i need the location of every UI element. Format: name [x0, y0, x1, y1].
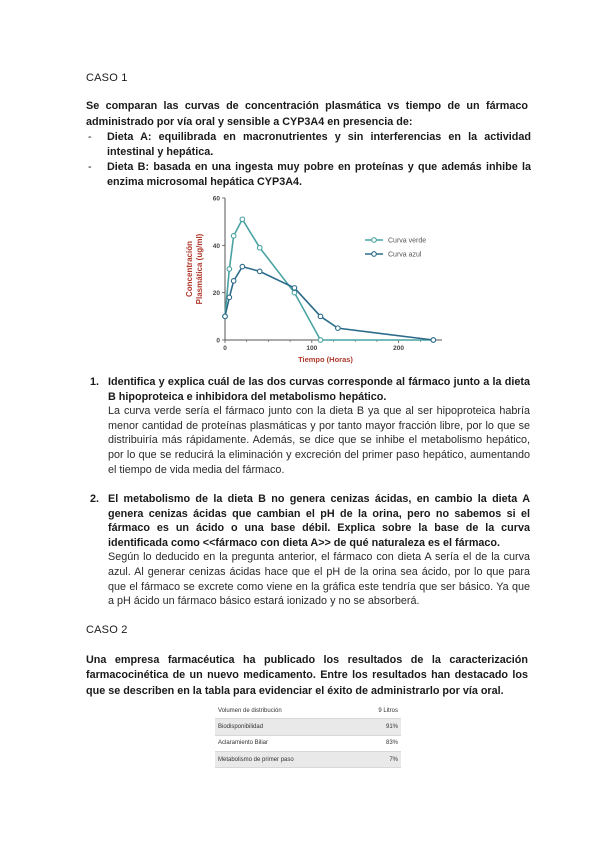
data-point-green [240, 217, 245, 222]
data-point-green [227, 267, 232, 272]
table-row [215, 719, 401, 735]
table-value: 91% [355, 719, 401, 735]
x-tick-label: 0 [223, 345, 227, 352]
chart-legend [365, 238, 426, 259]
data-point-blue [431, 338, 436, 343]
diet-a-text [107, 130, 531, 159]
pk-results-table [215, 703, 401, 768]
data-point-blue [223, 314, 228, 319]
y-tick-label: 60 [212, 195, 220, 203]
legend-marker-green [372, 238, 377, 243]
y-tick-label: 0 [216, 337, 220, 345]
question-2-body [108, 492, 530, 609]
data-point-blue [257, 269, 262, 274]
chart-ylabel [185, 233, 204, 304]
data-point-blue [231, 279, 236, 284]
chart-series [223, 217, 436, 342]
table-row [215, 751, 401, 767]
table-param: Biodisponibilidad [215, 719, 355, 735]
y-tick-label: 20 [212, 290, 220, 298]
y-tick-label: 40 [212, 242, 220, 250]
series-line-blue [225, 267, 433, 340]
case2-title: CASO 2 [86, 624, 128, 636]
data-point-green [257, 245, 262, 250]
table-row [215, 703, 401, 719]
x-tick-label: 100 [306, 345, 318, 352]
diet-a-description: equilibrada en macronutrientes y sin interferencias en la actividad intestinal y hepática. [107, 131, 532, 158]
table-value: 9 Litros [355, 703, 401, 719]
data-point-green [231, 234, 236, 239]
data-point-green [292, 290, 297, 295]
diet-bullet: - [88, 161, 92, 173]
table-value: 7% [355, 751, 401, 767]
diet-b-text [107, 160, 531, 189]
data-point-blue [227, 295, 232, 300]
legend-marker-blue [372, 252, 377, 257]
question-2-number: 2. [90, 493, 100, 505]
answer-1-text: La curva verde sería el fármaco junto con la dieta B ya que al ser hipoproteica habría menor cantidad de proteínas plasmáticas y por tanto mayor fracción libre, por lo que se distribuiría más rápidamente. Además, se dice que se inhibe el metabolismo hepático, por lo que se reducirá la eliminación y excreción del primer paso hepático, aumentando el tiempo de vida media del fármaco. [108, 405, 530, 476]
diet-b-label: Dieta B: [107, 161, 150, 173]
table-param: Aclaramiento Biliar [215, 735, 355, 751]
question-1-body [108, 375, 530, 477]
data-point-green [318, 338, 323, 343]
legend-label-blue: Curva azul [388, 251, 422, 259]
chart-ylabel-line: Plasmática (ug/ml) [195, 233, 204, 305]
concentration-chart [170, 190, 460, 365]
diet-a-label: Dieta A: [107, 131, 152, 143]
chart-xlabel: Tiempo (Horas) [298, 355, 353, 364]
table-row [215, 735, 401, 751]
diet-b-description: basada en una ingesta muy pobre en proteínas y que además inhibe la enzima microsomal hepática CYP3A4. [107, 161, 532, 188]
data-point-blue [318, 314, 323, 319]
question-1-number: 1. [90, 376, 100, 388]
legend-label-green: Curva verde [388, 237, 427, 245]
table-value: 83% [355, 735, 401, 751]
data-point-blue [292, 286, 297, 291]
x-tick-label: 200 [393, 345, 405, 352]
question-1-text: Identifica y explica cuál de las dos curvas corresponde al fármaco junto a la dieta B hipoproteica e inhibidora del metabolismo hepático. [108, 376, 530, 403]
data-point-blue [240, 264, 245, 269]
chart-axes [213, 196, 442, 353]
table-param: Metabolismo de primer paso [215, 751, 355, 767]
question-2-text: El metabolismo de la dieta B no genera cenizas ácidas, en cambio la dieta A genera cenizas ácidas que cambian el pH de la orina, pero no sabemos si el fármaco es un ácido o una base débil. Explica sobre la base de la curva identificada como <<fármaco con dieta A>> de qué naturaleza es el fármaco. [108, 493, 530, 549]
answer-2-text: Según lo deducido en la pregunta anterior, el fármaco con dieta A sería el de la curva azul. Al generar cenizas ácidas hace que el pH de la orina sea ácido, por lo que para que el fármaco se excrete como viene en la gráfica este tendría que ser básico. Ya que a pH ácido un fármaco básico estará ionizado y no se absorberá. [108, 551, 530, 608]
case1-title: CASO 1 [86, 72, 128, 84]
table-param: Volumen de distribución [215, 703, 355, 719]
case1-intro: Se comparan las curvas de concentración plasmática vs tiempo de un fármaco administrado por vía oral y sensible a CYP3A4 en presencia de: [86, 100, 528, 128]
chart-ylabel-line: Concentración [185, 240, 194, 298]
diet-bullet: - [88, 131, 92, 143]
data-point-blue [336, 326, 341, 331]
case2-intro: Una empresa farmacéutica ha publicado los resultados de la caracterización farmacocinética de un nuevo medicamento. Entre los resultados han destacado los que se describen en la tabla para evidenciar el éxito de administrarlo por vía oral. [86, 654, 528, 697]
